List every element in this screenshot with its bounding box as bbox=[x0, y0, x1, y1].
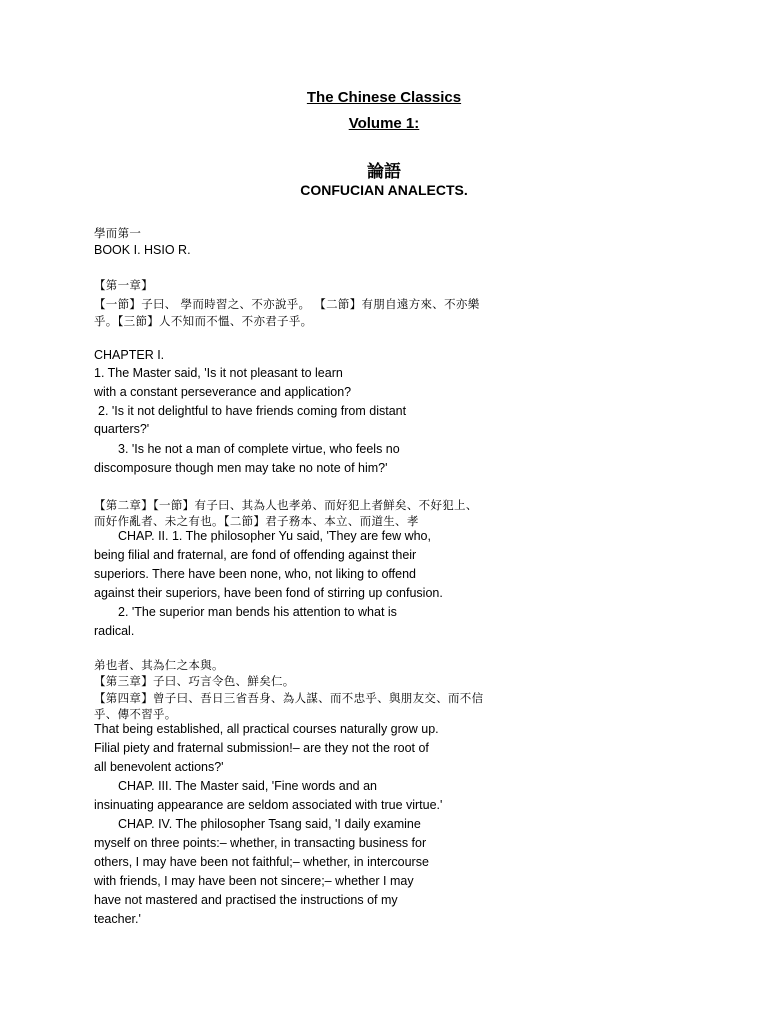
chapter2-cn-line: 而好作亂者、未之有也。【二節】君子務本、本立、而道生、孝 bbox=[94, 514, 419, 528]
book-en-heading: BOOK I. HSIO R. bbox=[94, 243, 191, 257]
book-cn-heading: 學而第一 bbox=[94, 226, 142, 240]
chapter1-en-line: 1. The Master said, 'Is it not pleasant to learn bbox=[94, 366, 343, 380]
chapter2-en-line: being filial and fraternal, are fond of offending against their bbox=[94, 548, 417, 562]
chapter1-cn-heading: 【第一章】 bbox=[94, 278, 153, 292]
chapter4-en-line: myself on three points:– whether, in transacting business for bbox=[94, 836, 427, 850]
chapter4-cn-line: 【第四章】曾子曰、吾日三省吾身、為人謀、而不忠乎、與朋友交、而不信 bbox=[94, 691, 484, 705]
chinese-title: 論語 bbox=[367, 162, 401, 182]
chapter3-cn-line: 弟也者、其為仁之本與。 bbox=[94, 658, 224, 672]
chapter3-en-line: insinuating appearance are seldom associated with true virtue.' bbox=[94, 798, 443, 812]
chapter3-en-line: Filial piety and fraternal submission!– are they not the root of bbox=[94, 741, 429, 755]
chapter2-cn-line: 【第二章】【一節】有子曰、其為人也孝弟、而好犯上者鮮矣、不好犯上、 bbox=[94, 498, 478, 512]
chapter2-en-line: CHAP. II. 1. The philosopher Yu said, 'They are few who, bbox=[118, 529, 431, 543]
chapter1-en-line: discomposure though men may take no note of him?' bbox=[94, 461, 388, 475]
chapter1-en-line: 2. 'Is it not delightful to have friends coming from distant bbox=[98, 404, 407, 418]
chapter4-en-line: teacher.' bbox=[94, 912, 141, 926]
chapter1-en-heading: CHAPTER I. bbox=[94, 348, 165, 362]
chapter3-en-line: That being established, all practical courses naturally grow up. bbox=[94, 722, 439, 736]
chapter4-en-line: with friends, I may have been not sincere;– whether I may bbox=[94, 874, 414, 888]
chapter1-cn-line: 【一節】子曰、 學而時習之、不亦說乎。 【二節】有朋自遠方來、不亦樂 bbox=[94, 297, 480, 311]
chapter1-cn-line: 乎。【三節】人不知而不慍、不亦君子乎。 bbox=[94, 314, 313, 328]
chapter1-en-line: with a constant perseverance and application? bbox=[94, 385, 352, 399]
chapter4-en-line: others, I may have been not faithful;– whether, in intercourse bbox=[94, 855, 429, 869]
document-title: The Chinese Classics bbox=[306, 89, 462, 106]
chapter2-en-line: superiors. There have been none, who, not liking to offend bbox=[94, 567, 416, 581]
chapter1-en-line: quarters?' bbox=[94, 422, 150, 436]
chapter2-en-line: against their superiors, have been fond of stirring up confusion. bbox=[94, 586, 443, 600]
chapter2-en-line: 2. 'The superior man bends his attention to what is bbox=[118, 605, 397, 619]
chapter3-cn-line: 【第三章】子曰、巧言令色、鮮矣仁。 bbox=[94, 674, 295, 688]
chapter1-en-line: 3. 'Is he not a man of complete virtue, who feels no bbox=[118, 442, 400, 456]
chapter3-en-line: CHAP. III. The Master said, 'Fine words and an bbox=[118, 779, 377, 793]
chapter2-en-line: radical. bbox=[94, 624, 135, 638]
volume-title: Volume 1: bbox=[348, 115, 420, 132]
subtitle: CONFUCIAN ANALECTS. bbox=[300, 182, 468, 198]
chapter4-en-line: CHAP. IV. The philosopher Tsang said, 'I daily examine bbox=[118, 817, 421, 831]
chapter3-en-line: all benevolent actions?' bbox=[94, 760, 224, 774]
chapter4-cn-line: 乎、傳不習乎。 bbox=[94, 707, 177, 721]
chapter4-en-line: have not mastered and practised the instructions of my bbox=[94, 893, 398, 907]
